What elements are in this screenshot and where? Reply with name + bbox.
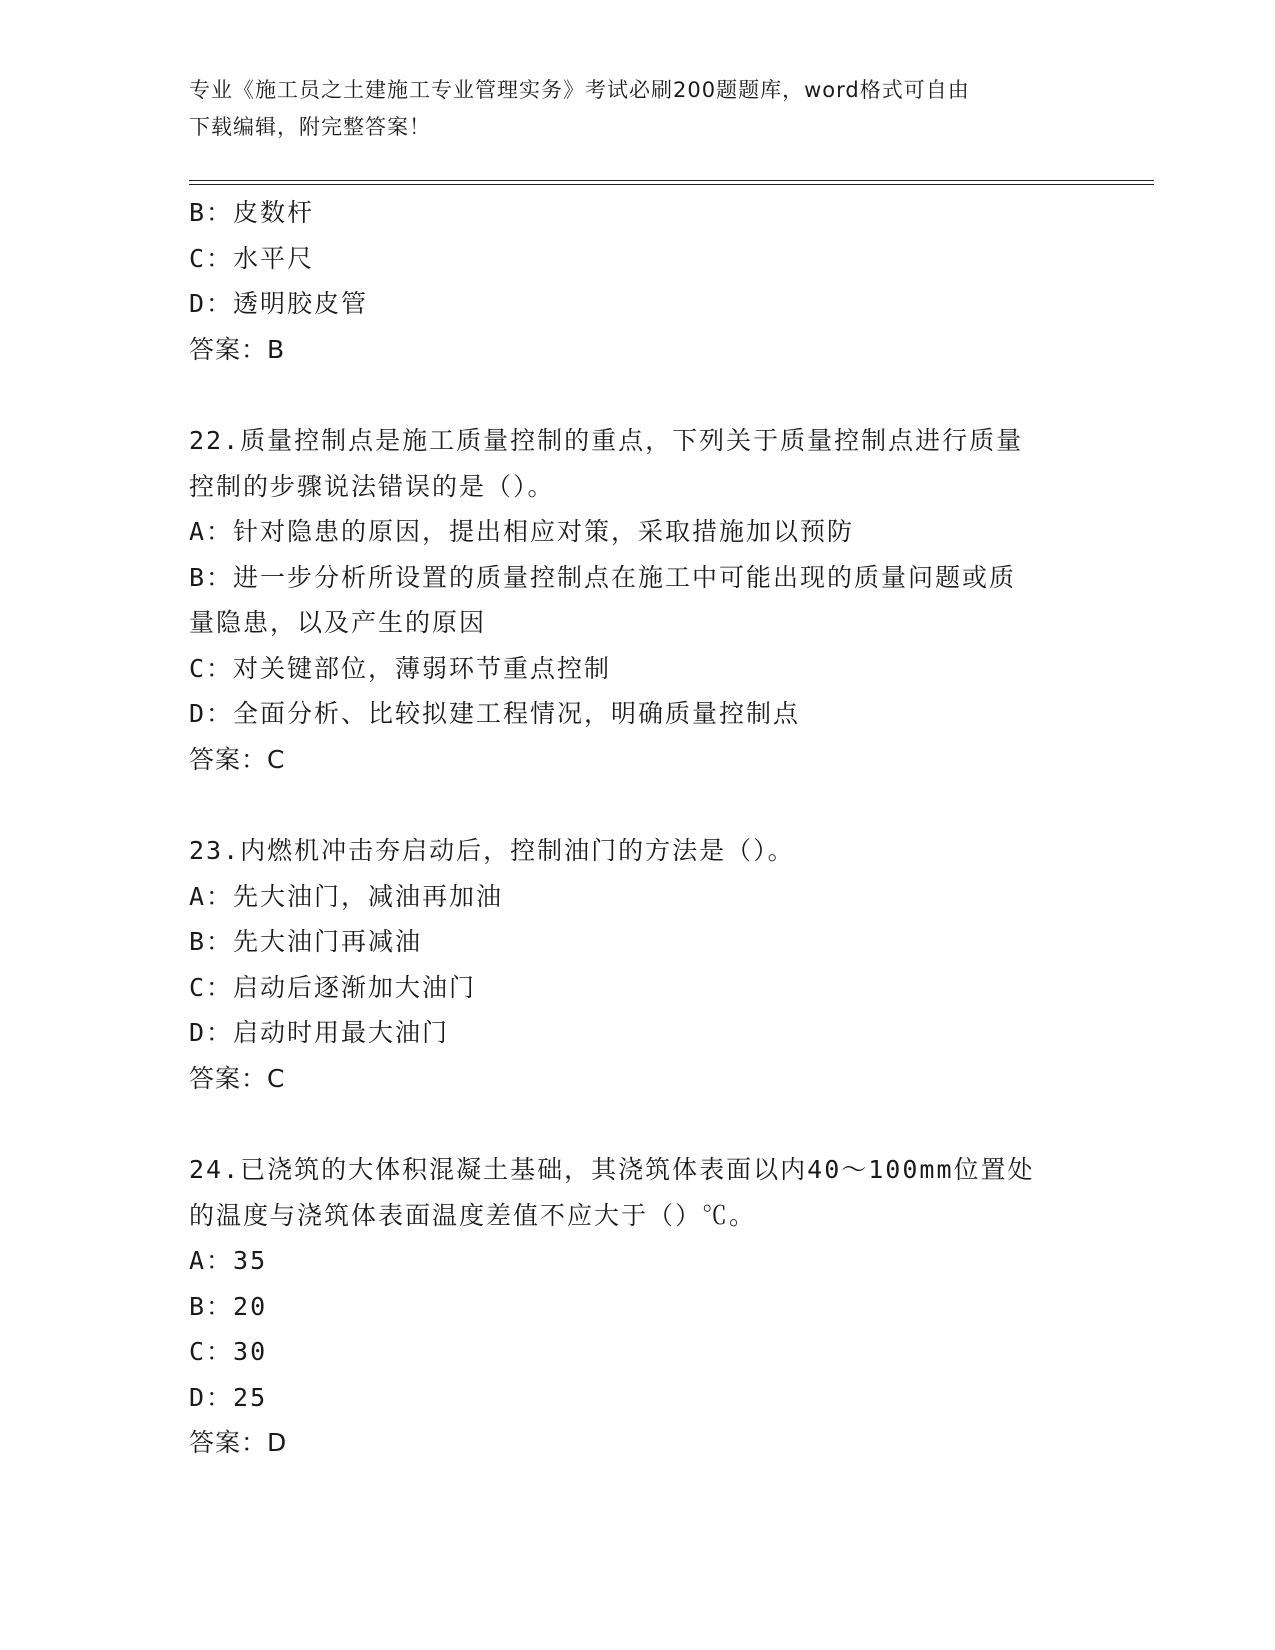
question-stem-line-1: 22.质量控制点是施工质量控制的重点，下列关于质量控制点进行质量 <box>189 426 1024 455</box>
answer-line: 答案：B <box>189 334 286 364</box>
answer-line: 答案：D <box>189 1428 288 1457</box>
option-b: B：进一步分析所设置的质量控制点在施工中可能出现的质量问题或质 <box>189 562 1017 592</box>
header-line-1: 专业《施工员之土建施工专业管理实务》考试必刷200题题库，word格式可自由 <box>189 78 970 102</box>
header-line-2: 下载编辑，附完整答案！ <box>189 115 431 139</box>
question-stem-line-1: 24.已浇筑的大体积混凝土基础，其浇筑体表面以内40～100mm位置处 <box>189 1155 1035 1184</box>
question-24 <box>189 1147 1089 1466</box>
option-c: C：对关键部位，薄弱环节重点控制 <box>189 653 612 683</box>
option-d: D：透明胶皮管 <box>189 289 369 318</box>
header-divider <box>189 180 1154 185</box>
question-stem-line-1: 23.内燃机冲击夯启动后，控制油门的方法是（）。 <box>189 836 795 865</box>
option-a: A：35 <box>189 1246 268 1275</box>
option-d: D：全面分析、比较拟建工程情况，明确质量控制点 <box>189 699 801 728</box>
option-a: A：先大油门，减油再加油 <box>189 881 504 911</box>
option-a: A：针对隐患的原因，提出相应对策，采取措施加以预防 <box>189 517 855 546</box>
question-22 <box>189 418 1089 782</box>
option-b: B：先大油门再减油 <box>189 927 423 956</box>
question-stem-line-2: 控制的步骤说法错误的是（）。 <box>189 471 555 501</box>
answer-line: 答案：C <box>189 1063 286 1093</box>
question-stem-line-2: 的温度与浇筑体表面温度差值不应大于（）℃。 <box>189 1200 757 1230</box>
option-b: B：20 <box>189 1291 268 1321</box>
question-content <box>189 190 1089 1466</box>
option-b-continued: 量隐患，以及产生的原因 <box>189 608 487 637</box>
question-23 <box>189 828 1089 1101</box>
option-d: D：启动时用最大油门 <box>189 1018 450 1047</box>
document-header <box>189 72 1069 146</box>
option-b: B：皮数杆 <box>189 198 315 227</box>
answer-line: 答案：C <box>189 744 286 774</box>
prev-question-block <box>189 190 1089 372</box>
option-c: C：水平尺 <box>189 243 315 273</box>
option-d: D：25 <box>189 1382 268 1412</box>
option-c: C：30 <box>189 1337 268 1366</box>
option-c: C：启动后逐渐加大油门 <box>189 972 477 1002</box>
